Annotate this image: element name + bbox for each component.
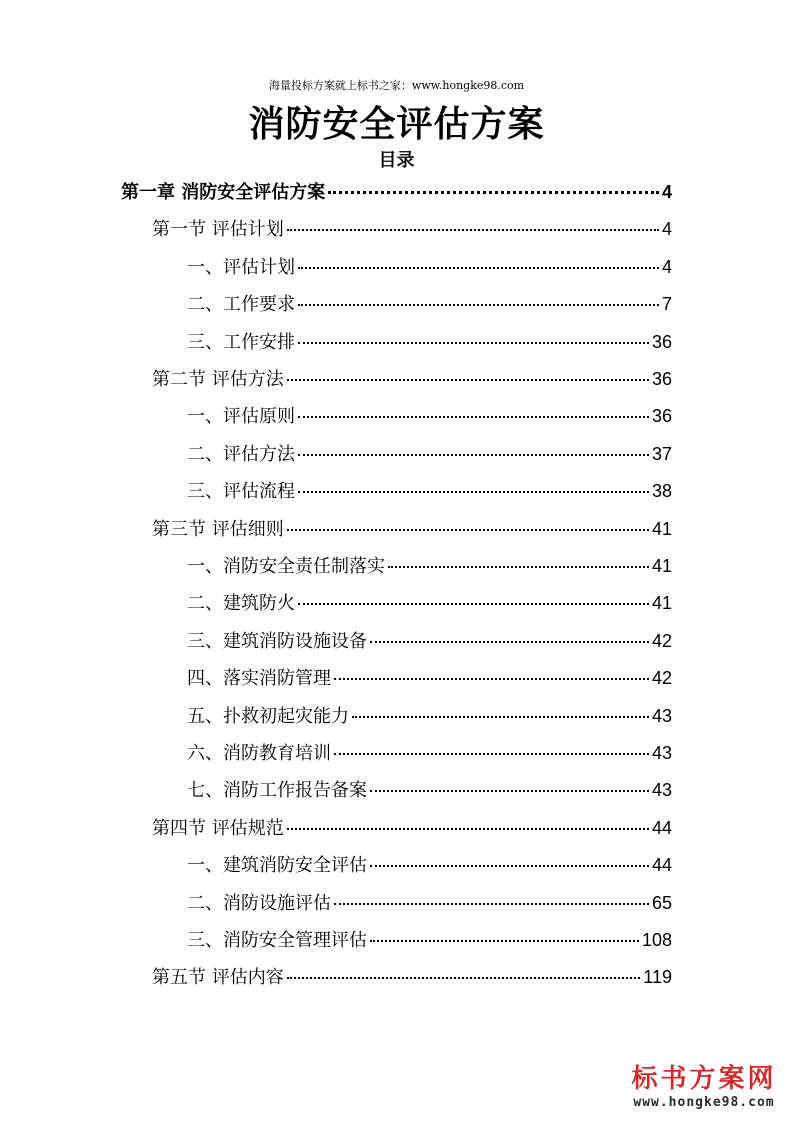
toc-entry-page: 119 xyxy=(643,967,672,988)
toc-entry[interactable] xyxy=(187,889,672,919)
toc-entry-label: 七、消防工作报告备案 xyxy=(187,780,367,802)
toc-entry-page: 42 xyxy=(651,630,672,651)
toc-leader-dots xyxy=(298,491,649,493)
toc-entry-label: 一、评估原则 xyxy=(187,406,295,428)
toc-entry-page: 7 xyxy=(661,294,672,315)
toc-entry[interactable] xyxy=(187,776,672,806)
toc-leader-dots xyxy=(352,716,649,718)
watermark-title: 标书方案网 xyxy=(631,1064,777,1094)
toc-entry-label: 三、工作安排 xyxy=(187,331,295,353)
toc-leader-dots xyxy=(287,229,659,231)
toc-entry-page: 4 xyxy=(661,256,672,277)
toc-leader-dots xyxy=(334,678,649,680)
toc-entry-page: 36 xyxy=(651,406,672,427)
toc-leader-dots xyxy=(370,641,649,643)
toc-entry-label: 二、评估方法 xyxy=(187,443,295,465)
toc-entry[interactable] xyxy=(187,589,672,619)
toc-entry[interactable] xyxy=(187,702,672,732)
toc-entry[interactable] xyxy=(152,814,672,844)
toc-leader-dots xyxy=(370,940,639,942)
toc-entry[interactable] xyxy=(152,515,672,545)
toc-entry-label: 三、消防安全管理评估 xyxy=(187,930,367,951)
toc-leader-dots xyxy=(298,416,649,418)
toc-entry[interactable] xyxy=(187,328,672,358)
toc-entry[interactable] xyxy=(187,440,672,470)
toc-entry-page: 43 xyxy=(651,780,672,801)
toc-leader-dots xyxy=(334,753,649,755)
toc-entry-label: 三、评估流程 xyxy=(187,481,295,503)
toc-entry[interactable] xyxy=(187,664,672,694)
toc-leader-dots xyxy=(298,267,659,269)
toc-leader-dots xyxy=(298,304,659,306)
toc-entry-page: 4 xyxy=(661,182,672,202)
header-note: 海量投标方案就上标书之家：www.hongke98.com xyxy=(268,79,525,92)
toc-entry-label: 第二节 评估方法 xyxy=(152,369,284,390)
toc-entry[interactable] xyxy=(187,926,672,956)
toc-entry-page: 44 xyxy=(651,817,672,838)
toc-entry-page: 41 xyxy=(651,556,672,576)
toc-leader-dots xyxy=(298,454,649,456)
toc-entry[interactable] xyxy=(187,477,672,507)
toc-entry-label: 六、消防教育培训 xyxy=(187,743,331,764)
toc-leader-dots xyxy=(370,790,649,792)
toc-entry-page: 43 xyxy=(651,743,672,763)
toc-entry[interactable] xyxy=(187,290,672,320)
toc-leader-dots xyxy=(287,529,649,531)
toc-entry-page: 36 xyxy=(651,369,672,389)
toc-entry-label: 第一章 消防安全评估方案 xyxy=(121,182,326,203)
toc-entry-page: 42 xyxy=(651,668,672,689)
toc-entry-label: 二、建筑防火 xyxy=(187,593,295,615)
toc-entry-page: 4 xyxy=(661,219,672,240)
toc-leader-dots xyxy=(287,379,649,381)
toc-entry-label: 第五节 评估内容 xyxy=(152,967,284,989)
toc-leader-dots xyxy=(370,865,649,867)
toc-entry-page: 37 xyxy=(651,443,672,464)
toc-entry-page: 65 xyxy=(651,892,672,913)
toc-entry[interactable] xyxy=(152,963,672,993)
toc-entry[interactable] xyxy=(121,178,672,208)
toc-entry-page: 36 xyxy=(651,331,672,352)
toc-entry[interactable] xyxy=(187,253,672,283)
toc-entry-label: 第四节 评估规范 xyxy=(152,817,284,839)
toc-entry-page: 108 xyxy=(641,930,672,950)
toc-entry[interactable] xyxy=(152,215,672,245)
toc-entry[interactable] xyxy=(187,552,672,582)
watermark-logo xyxy=(629,1058,779,1110)
toc-leader-dots xyxy=(388,566,649,568)
watermark-url: www.hongke98.com xyxy=(633,1095,775,1110)
toc-entry-page: 41 xyxy=(651,593,672,614)
toc-entry[interactable] xyxy=(187,851,672,881)
toc-entry-label: 三、建筑消防设施设备 xyxy=(187,630,367,652)
toc-entry-label: 五、扑救初起灾能力 xyxy=(187,705,349,727)
toc-leader-dots xyxy=(328,191,659,194)
toc-entry[interactable] xyxy=(187,739,672,769)
toc-entry-label: 第一节 评估计划 xyxy=(152,219,284,241)
toc-leader-dots xyxy=(298,342,649,344)
toc-heading: 目录 xyxy=(378,150,415,171)
toc-entry[interactable] xyxy=(152,365,672,395)
toc-entry-page: 44 xyxy=(651,855,672,876)
toc-entry-label: 二、消防设施评估 xyxy=(187,892,331,914)
toc-entry-page: 41 xyxy=(651,518,672,539)
document-title: 消防安全评估方案 xyxy=(248,104,545,145)
toc-entry-label: 一、建筑消防安全评估 xyxy=(187,855,367,877)
toc-entry[interactable] xyxy=(187,627,672,657)
toc-entry[interactable] xyxy=(187,402,672,432)
toc-entry-label: 二、工作要求 xyxy=(187,294,295,316)
toc-entry-label: 一、消防安全责任制落实 xyxy=(187,556,385,577)
toc-leader-dots xyxy=(287,828,649,830)
toc-leader-dots xyxy=(298,603,649,605)
toc-entry-label: 四、落实消防管理 xyxy=(187,668,331,690)
toc-entry-label: 第三节 评估细则 xyxy=(152,518,284,540)
toc-entry-page: 43 xyxy=(651,705,672,726)
toc-leader-dots xyxy=(334,903,649,905)
toc-leader-dots xyxy=(287,977,641,979)
toc-entry-page: 38 xyxy=(651,481,672,502)
toc-entry-label: 一、评估计划 xyxy=(187,256,295,278)
